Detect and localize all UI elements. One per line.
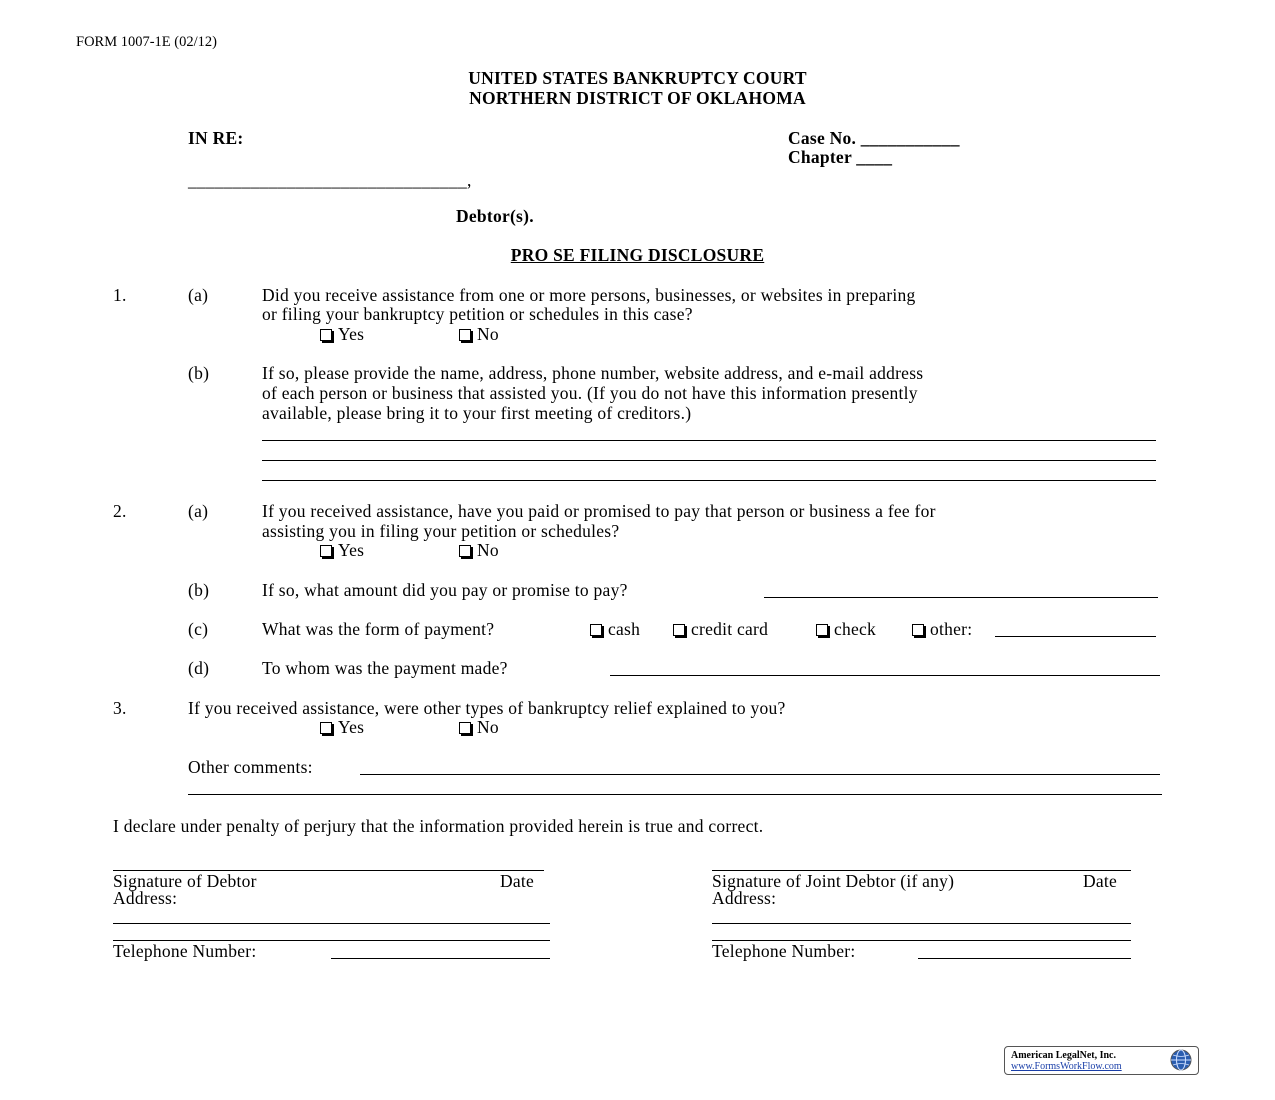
q1b-text-line3: available, please bring it to your first meeting of creditors.) — [262, 403, 692, 423]
q2b-label: (b) — [188, 580, 210, 600]
q1a-text-line2: or filing your bankruptcy petition or schedules in this case? — [262, 304, 693, 324]
joint-telephone-line[interactable] — [918, 958, 1131, 959]
debtor-telephone-label: Telephone Number: — [113, 941, 257, 961]
q1b-text-line2: of each person or business that assisted you. (If you do not have this information presently — [262, 383, 918, 403]
court-district: NORTHERN DISTRICT OF OKLAHOMA — [469, 88, 806, 108]
q2c-other-label: other: — [930, 619, 973, 639]
checkbox-icon[interactable] — [590, 624, 602, 636]
q2d-label: (d) — [188, 658, 210, 678]
q3-no-option[interactable] — [459, 717, 499, 738]
debtor-name-field[interactable]: _______________________________, — [188, 170, 472, 190]
joint-telephone-label: Telephone Number: — [712, 941, 856, 961]
q2b-amount-line[interactable] — [764, 597, 1158, 598]
checkbox-icon[interactable] — [320, 722, 332, 734]
q2c-credit-card-label: credit card — [691, 619, 769, 639]
court-name: UNITED STATES BANKRUPTCY COURT — [468, 68, 807, 88]
q2c-check-label: check — [834, 619, 877, 639]
globe-icon — [1170, 1049, 1192, 1071]
q2a-yes-label: Yes — [338, 540, 365, 560]
q3-no-label: No — [477, 717, 499, 737]
q1b-answer-line[interactable] — [262, 480, 1156, 481]
q2c-cash-label: cash — [608, 619, 641, 639]
q2c-credit-card-option[interactable] — [673, 619, 768, 640]
joint-address-line[interactable] — [712, 923, 1131, 924]
q1-number: 1. — [113, 285, 127, 305]
q1b-label: (b) — [188, 363, 210, 383]
q3-yes-label: Yes — [338, 717, 365, 737]
checkbox-icon[interactable] — [816, 624, 828, 636]
checkbox-icon[interactable] — [459, 545, 471, 557]
debtor-address-label: Address: — [113, 888, 178, 908]
joint-date-label: Date — [1083, 871, 1118, 891]
checkbox-icon[interactable] — [673, 624, 685, 636]
q3-number: 3. — [113, 698, 127, 718]
q1b-answer-line[interactable] — [262, 440, 1156, 441]
debtors-label: Debtor(s). — [456, 206, 534, 226]
q2d-text: To whom was the payment made? — [262, 658, 508, 678]
joint-address-label: Address: — [712, 888, 777, 908]
q1b-answer-line[interactable] — [262, 460, 1156, 461]
q2c-label: (c) — [188, 619, 209, 639]
q2a-no-option[interactable] — [459, 540, 499, 561]
q3-text: If you received assistance, were other types of bankruptcy relief explained to you? — [188, 698, 786, 718]
checkbox-icon[interactable] — [320, 545, 332, 557]
publisher-logo — [1004, 1046, 1199, 1075]
debtor-date-label: Date — [500, 871, 535, 891]
q1a-no-option[interactable] — [459, 324, 499, 345]
checkbox-icon[interactable] — [320, 329, 332, 341]
q2a-yes-option[interactable] — [320, 540, 364, 561]
form-id: FORM 1007-1E (02/12) — [76, 34, 217, 50]
q2b-text: If so, what amount did you pay or promise to pay? — [262, 580, 628, 600]
q2d-payee-line[interactable] — [610, 675, 1160, 676]
checkbox-icon[interactable] — [459, 329, 471, 341]
q1a-no-label: No — [477, 324, 499, 344]
checkbox-icon[interactable] — [459, 722, 471, 734]
debtor-signature-label: Signature of Debtor — [113, 871, 257, 891]
q2a-text-line1: If you received assistance, have you paid or promised to pay that person or business a fee for — [262, 501, 936, 521]
q3-yes-option[interactable] — [320, 717, 364, 738]
q2c-check-option[interactable] — [816, 619, 876, 640]
chapter-field[interactable]: Chapter ____ — [788, 147, 893, 167]
q1a-label: (a) — [188, 285, 209, 305]
q2a-no-label: No — [477, 540, 499, 560]
q2c-cash-option[interactable] — [590, 619, 640, 640]
other-comments-line[interactable] — [360, 774, 1160, 775]
in-re-label: IN RE: — [188, 128, 244, 148]
q2c-text: What was the form of payment? — [262, 619, 495, 639]
q2c-other-line[interactable] — [995, 636, 1156, 637]
q1a-text-line1: Did you receive assistance from one or more persons, businesses, or websites in preparing — [262, 285, 916, 305]
other-comments-label: Other comments: — [188, 757, 313, 777]
page-title: PRO SE FILING DISCLOSURE — [510, 245, 765, 265]
q1b-text-line1: If so, please provide the name, address, phone number, website address, and e-mail address — [262, 363, 924, 383]
joint-signature-label: Signature of Joint Debtor (if any) — [712, 871, 955, 891]
q2a-label: (a) — [188, 501, 209, 521]
checkbox-icon[interactable] — [912, 624, 924, 636]
case-number-field[interactable]: Case No. ___________ — [788, 128, 960, 148]
other-comments-line[interactable] — [188, 794, 1162, 795]
debtor-address-line[interactable] — [113, 923, 550, 924]
declaration-text: I declare under penalty of perjury that the information provided herein is true and correct. — [113, 816, 764, 836]
q1a-yes-option[interactable] — [320, 324, 364, 345]
publisher-website-link[interactable]: www.FormsWorkFlow.com — [1011, 1061, 1122, 1072]
q1a-yes-label: Yes — [338, 324, 365, 344]
q2a-text-line2: assisting you in filing your petition or schedules? — [262, 521, 620, 541]
publisher-name: American LegalNet, Inc. — [1011, 1050, 1116, 1061]
q2-number: 2. — [113, 501, 127, 521]
q2c-other-option[interactable] — [912, 619, 972, 640]
debtor-telephone-line[interactable] — [331, 958, 550, 959]
